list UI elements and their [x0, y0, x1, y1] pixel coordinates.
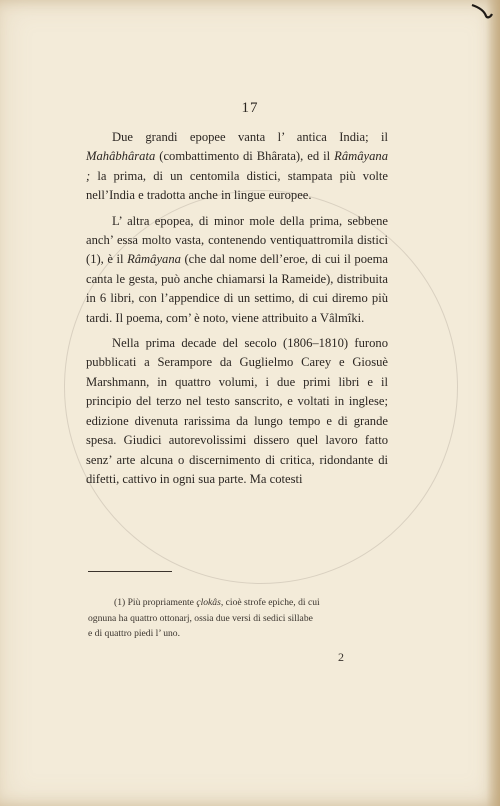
- text-run: (che dal nome dell’eroe, di cui il poema canta le gesta, può anche chiamarsi la Rameide), distribuita in 6 libri, con l’appendice di un settimo, di cui diremo più tardi. Il poema, com’ è noto, viene attribuito a Vâlmîki.: [86, 252, 388, 325]
- italic-title: Râmâyana ;: [86, 149, 388, 183]
- text-run: Nella prima decade del secolo (1806–1810) furono pubblicati a Serampore da Guglielmo Carey e Giosuè Marshmann, in quattro volumi, i due primi libri e il principio del terzo nel testo sanscrito, e voltati in inglese; edizione divenuta rarissima da lungo tempo e di grande spesa. Giudici autorevolissimi dissero quel lavoro fatto senz’ arte alcuna o discernimento di critica, ridondante di difetti, cattivo in ogni sua parte. Ma cotesti: [86, 336, 388, 486]
- footnote-line-3: e di quattro piedi l’ uno.: [88, 628, 181, 640]
- footnote-line-2: ognuna ha quattro ottonarj, ossia due versi di sedici sillabe: [88, 612, 313, 624]
- footnote: [88, 595, 390, 642]
- italic-title: Râmâyana: [127, 252, 181, 267]
- paragraph: [86, 212, 388, 328]
- body-text: [86, 128, 388, 495]
- italic-title: Mahâbhârata: [86, 149, 156, 164]
- page-edge-shadow: [486, 0, 500, 806]
- signature-mark: 2: [338, 650, 344, 664]
- footnote-rule: [88, 571, 172, 572]
- text-run: L’ altra epopea, di minor mole della prima, sebbene anch’ essa molto vasta, contenendo ventiquattromila distici (1), è il: [86, 213, 388, 267]
- page-number: 17: [241, 100, 259, 116]
- paragraph: [86, 128, 388, 206]
- paragraph: [86, 334, 388, 489]
- footnote-line-1: (1) Più propriamente çlokâs, cioè strofe epiche, di cui: [114, 597, 320, 608]
- text-run: la prima, di un centomila distici, stampata più volte nell’India e tradotta anche in lingue europee.: [86, 168, 388, 203]
- corner-ink-mark-icon: [468, 2, 494, 20]
- text-run: (combattimento di Bhârata), ed il: [155, 149, 335, 164]
- text-run: Due grandi epopee vanta l’ antica India; il: [112, 130, 388, 144]
